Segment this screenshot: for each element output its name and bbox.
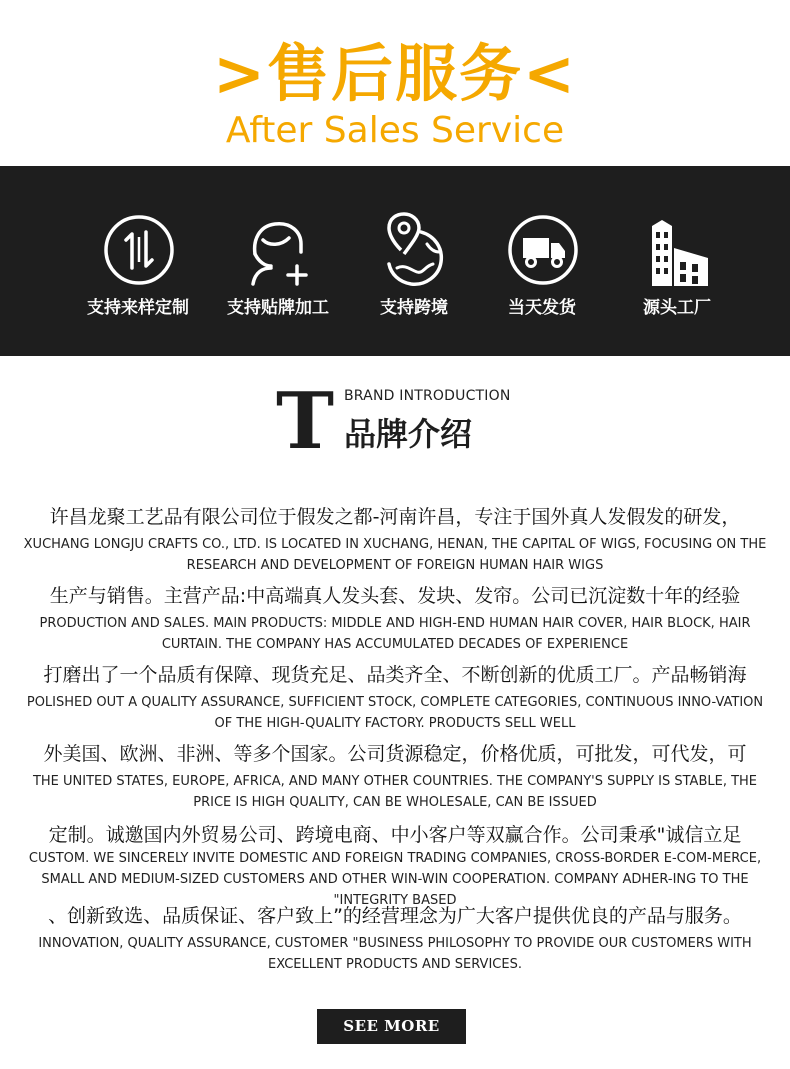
brand-introduction-heading xyxy=(0,376,790,470)
intro-paragraph-3 xyxy=(20,662,770,734)
paragraph-cn: 定制。诚邀国内外贸易公司、跨境电商、中小客户等双赢合作。公司秉承"诚信立足 xyxy=(48,824,742,846)
brand-heading-cn: 品牌介绍 xyxy=(344,415,473,453)
paragraph-cn: 生产与销售。主营产品:中高端真人发头套、发块、发帘。公司已沉淀数十年的经验 xyxy=(49,585,741,607)
header xyxy=(0,0,790,166)
paragraph-en: THE UNITED STATES, EUROPE, AFRICA, AND MANY OTHER COUNTRIES. THE COMPANY'S SUPPLY IS STABLE, THE PRICE IS HIGH QUALITY, CAN BE WHOLESALE, CAN BE ISSUED xyxy=(32,774,758,810)
page-title: >售后服务< xyxy=(213,37,577,110)
feature-label: 支持贴牌加工 xyxy=(227,298,329,318)
see-more-button[interactable]: SEE MORE xyxy=(317,1009,466,1044)
paragraph-en: CUSTOM. WE SINCERELY INVITE DOMESTIC AND FOREIGN TRADING COMPANIES, CROSS-BORDER E-COM-MERCE, SMALL AND MEDIUM-SIZED CUSTOMERS AND OTHER WIN-WIN COOPERATION. COMPANY ADHER-ING TO THE "INTEGRITY BASED xyxy=(28,851,762,908)
paragraph-cn: 许昌龙聚工艺品有限公司位于假发之都-河南许昌，专注于国外真人发假发的研发， xyxy=(49,506,741,528)
intro-paragraph-5 xyxy=(20,822,770,911)
custom-sample-icon xyxy=(101,210,177,290)
paragraph-en: PRODUCTION AND SALES. MAIN PRODUCTS: MIDDLE AND HIGH-END HUMAN HAIR COVER, HAIR BLOCK, HAIR CURTAIN. THE COMPANY HAS ACCUMULATED DECADES OF EXPERIENCE xyxy=(39,616,751,652)
paragraph-cn: 外美国、欧洲、非洲、等多个国家。公司货源稳定，价格优质，可批发，可代发，可 xyxy=(43,743,747,765)
paragraph-cn: 、创新致选、品质保证、客户致上”的经营理念为广大客户提供优良的产品与服务。 xyxy=(48,905,742,927)
brand-heading-en: BRAND INTRODUCTION xyxy=(344,388,511,404)
intro-paragraph-6 xyxy=(20,903,770,975)
paragraph-cn: 打磨出了一个品质有保障、现货充足、品类齐全、不断创新的优质工厂。产品畅销海 xyxy=(43,664,747,686)
service-features-band xyxy=(0,166,790,356)
intro-paragraph-1 xyxy=(20,504,770,576)
intro-paragraph-4 xyxy=(20,741,770,813)
intro-paragraph-2 xyxy=(20,583,770,655)
paragraph-en: INNOVATION, QUALITY ASSURANCE, CUSTOMER "BUSINESS PHILOSOPHY TO PROVIDE OUR CUSTOMERS WITH EXCELLENT PRODUCTS AND SERVICES. xyxy=(38,936,752,972)
page-subtitle: After Sales Service xyxy=(225,110,565,151)
feature-label: 当天发货 xyxy=(508,298,576,318)
globe-location-icon xyxy=(377,210,453,290)
factory-building-icon xyxy=(640,210,716,290)
brand-label-icon xyxy=(241,210,317,290)
delivery-truck-icon xyxy=(505,210,581,290)
paragraph-en: POLISHED OUT A QUALITY ASSURANCE, SUFFICIENT STOCK, COMPLETE CATEGORIES, CONTINUOUS INNO-VATION OF THE HIGH-QUALITY FACTORY. PRODUCTS SELL WELL xyxy=(26,695,764,731)
brand-letter: T xyxy=(276,376,335,467)
paragraph-en: XUCHANG LONGJU CRAFTS CO., LTD. IS LOCATED IN XUCHANG, HENAN, THE CAPITAL OF WIGS, FOCUSING ON THE RESEARCH AND DEVELOPMENT OF FOREIGN HUMAN HAIR WIGS xyxy=(23,537,767,573)
feature-label: 支持跨境 xyxy=(380,298,448,318)
feature-label: 源头工厂 xyxy=(643,298,711,318)
feature-label: 支持来样定制 xyxy=(87,298,189,318)
